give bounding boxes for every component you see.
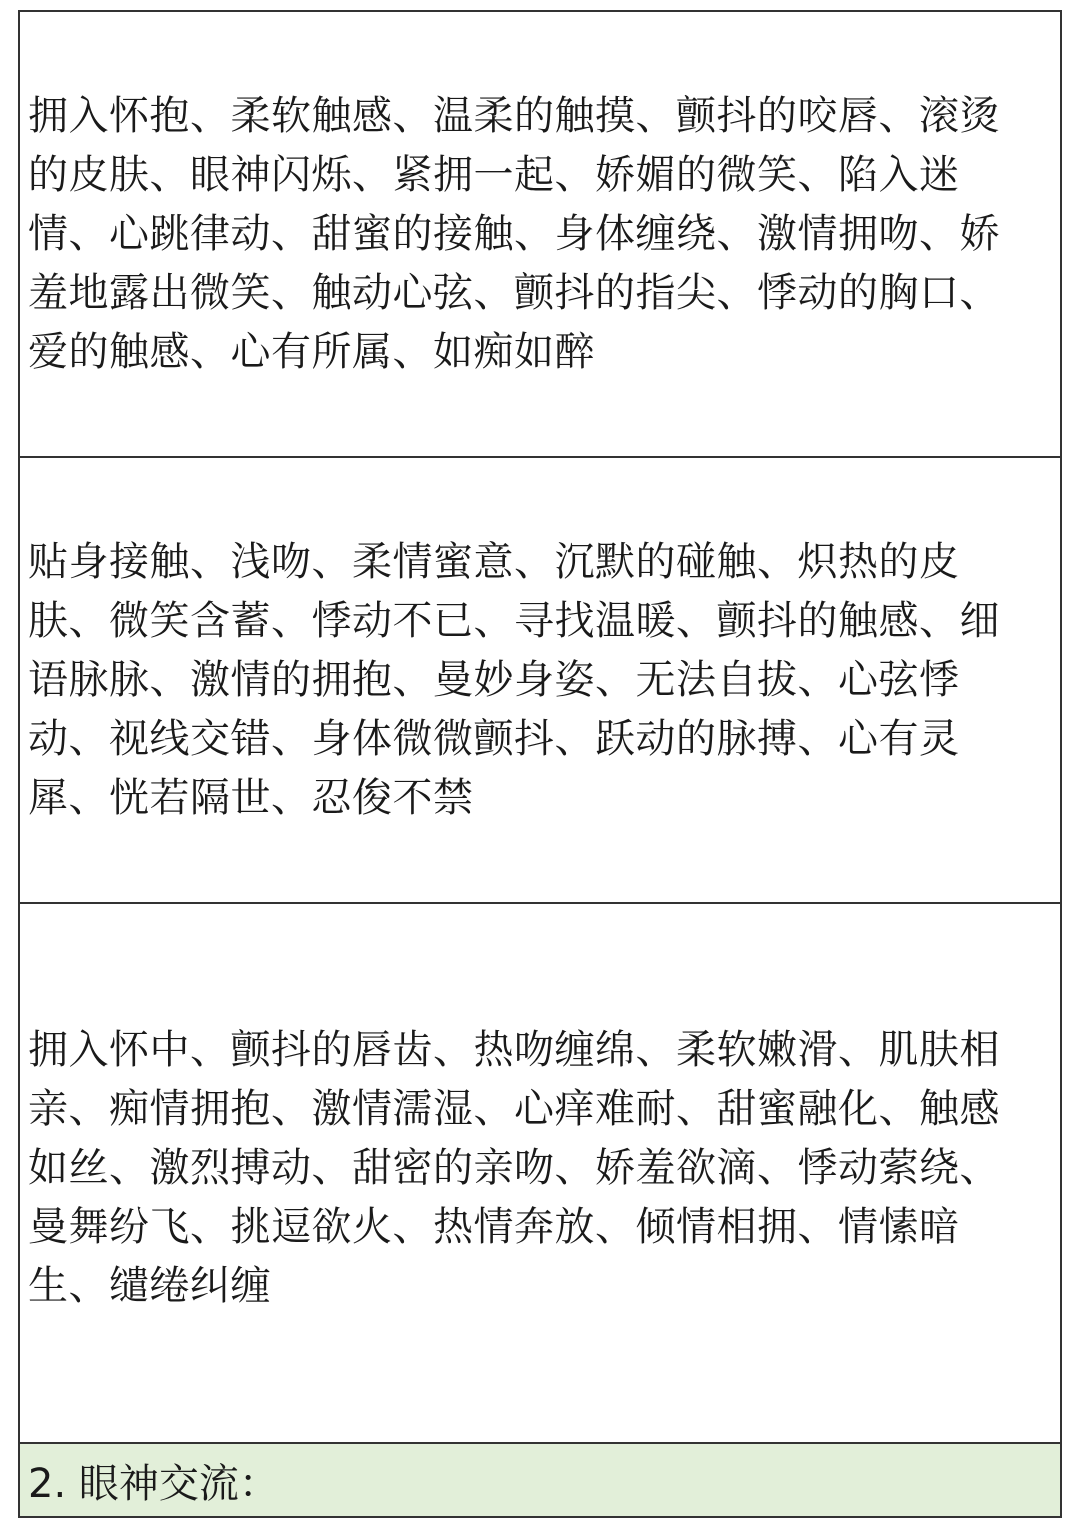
word-list-text: 拥入怀中、颤抖的唇齿、热吻缠绵、柔软嫩滑、肌肤相亲、痴情拥抱、激情濡湿、心痒难耐、甜蜜融化、触感如丝、激烈搏动、甜密的亲吻、娇羞欲滴、悸动萦绕、曼舞纷飞、挑逗欲火、热情奔放、倾情相拥、情愫暗生、缱绻纠缠: [28, 1026, 1000, 1309]
section-heading: 2. 眼神交流：: [28, 1460, 279, 1507]
word-list-table: [18, 10, 1062, 1518]
table-row: [20, 12, 1060, 458]
word-list-text: 拥入怀抱、柔软触感、温柔的触摸、颤抖的咬唇、滚烫的皮肤、眼神闪烁、紧拥一起、娇媚的微笑、陷入迷情、心跳律动、甜蜜的接触、身体缠绕、激情拥吻、娇羞地露出微笑、触动心弦、颤抖的指尖、悸动的胸口、爱的触感、心有所属、如痴如醉: [28, 92, 1000, 375]
table-row: [20, 904, 1060, 1444]
table-row: [20, 458, 1060, 904]
word-list-text: 贴身接触、浅吻、柔情蜜意、沉默的碰触、炽热的皮肤、微笑含蓄、悸动不已、寻找温暖、颤抖的触感、细语脉脉、激情的拥抱、曼妙身姿、无法自拔、心弦悸动、视线交错、身体微微颤抖、跃动的脉搏、心有灵犀、恍若隔世、忍俊不禁: [28, 538, 1000, 821]
section-heading-row: [20, 1444, 1060, 1518]
